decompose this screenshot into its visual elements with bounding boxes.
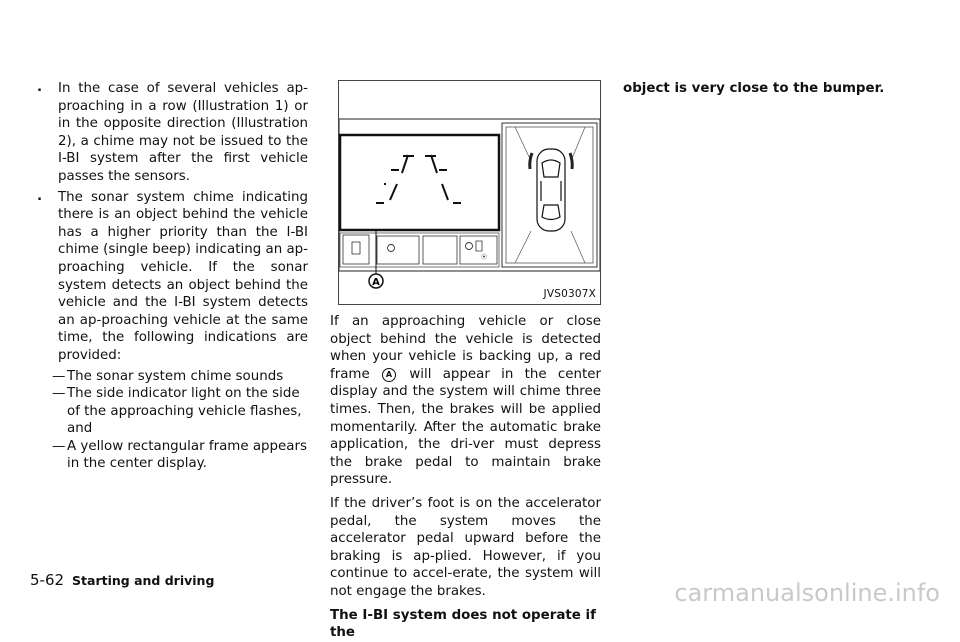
display-diagram bbox=[339, 81, 600, 304]
bullet-text: The sonar system chime indicating there is an object behind the vehicle has a higher priority than the I-BI chime (single beep) indicating an ap-proaching vehicle. If the sonar system detects an object behind the vehicle and the I-BI system detects an ap-proaching vehicle at the same time, the following indications are provided: bbox=[58, 189, 308, 363]
paragraph-text: object is very close to the bumper. bbox=[623, 81, 885, 96]
center-display-illustration bbox=[338, 80, 601, 305]
bullet-glyph: . bbox=[37, 188, 43, 204]
blank-button-box bbox=[423, 236, 457, 264]
sonar-icon-box bbox=[343, 235, 369, 264]
bullet-text: In the case of several vehicles ap- proaching in a row (Illustration 1) or in the opposite direction (Illustration 2), a chime may not be issued to the I-BI system after the first vehicle passes the sensors. bbox=[58, 81, 308, 184]
right-column bbox=[623, 80, 923, 98]
left-column bbox=[37, 80, 308, 473]
bullet-item bbox=[37, 80, 308, 186]
page-number: 5-62 bbox=[30, 571, 65, 589]
dash-glyph: — bbox=[52, 386, 66, 402]
paragraph-text: If an approaching vehicle or close object behind the vehicle is detected when your vehicle is backing up, a red frame bbox=[330, 314, 601, 382]
page-footer bbox=[30, 571, 214, 589]
dash-glyph: — bbox=[52, 368, 66, 384]
rear-view-frame bbox=[340, 135, 499, 230]
bullet-glyph: . bbox=[37, 80, 43, 95]
bullet-item bbox=[37, 189, 308, 365]
paragraph-text: If the driver’s foot is on the accelerator pedal, the system moves the accelerator pedal upward before the braking is ap-plied. However, if you continue to accel-erate, the system will not engage the brakes. bbox=[330, 495, 601, 599]
dash-text: The sonar system chime sounds bbox=[67, 368, 284, 384]
paragraph-text: will appear in the center display and the system will chime three times. Then, the brakes will be applied momentarily. After the automatic brake application, the dri-ver must depress the brake pedal to maintain brake pressure. bbox=[330, 366, 601, 488]
svg-text:⦿: ⦿ bbox=[481, 254, 488, 261]
figure-code: JVS0307X bbox=[543, 288, 596, 300]
camera-button-box bbox=[377, 236, 419, 264]
dash-item bbox=[37, 438, 308, 473]
paragraph-bold bbox=[330, 607, 601, 642]
dash-text: A yellow rectangular frame appears in the center display. bbox=[67, 438, 307, 472]
dash-item bbox=[37, 368, 308, 386]
watermark: carmanualsonline.info bbox=[674, 579, 940, 607]
middle-column bbox=[330, 313, 601, 642]
callout-marker-inline: A bbox=[382, 368, 396, 382]
paragraph bbox=[330, 495, 601, 601]
car-icon bbox=[537, 149, 565, 231]
paragraph-text: The I-BI system does not operate if the bbox=[330, 607, 596, 641]
section-title: Starting and driving bbox=[72, 573, 215, 588]
paragraph bbox=[330, 313, 601, 489]
dash-text: The side indicator light on the side of the approaching vehicle flashes, and bbox=[67, 386, 302, 437]
dash-glyph: — bbox=[52, 438, 66, 454]
callout-label: A bbox=[372, 277, 380, 288]
ibi-icon-box bbox=[460, 236, 497, 264]
dash-item bbox=[37, 385, 308, 438]
